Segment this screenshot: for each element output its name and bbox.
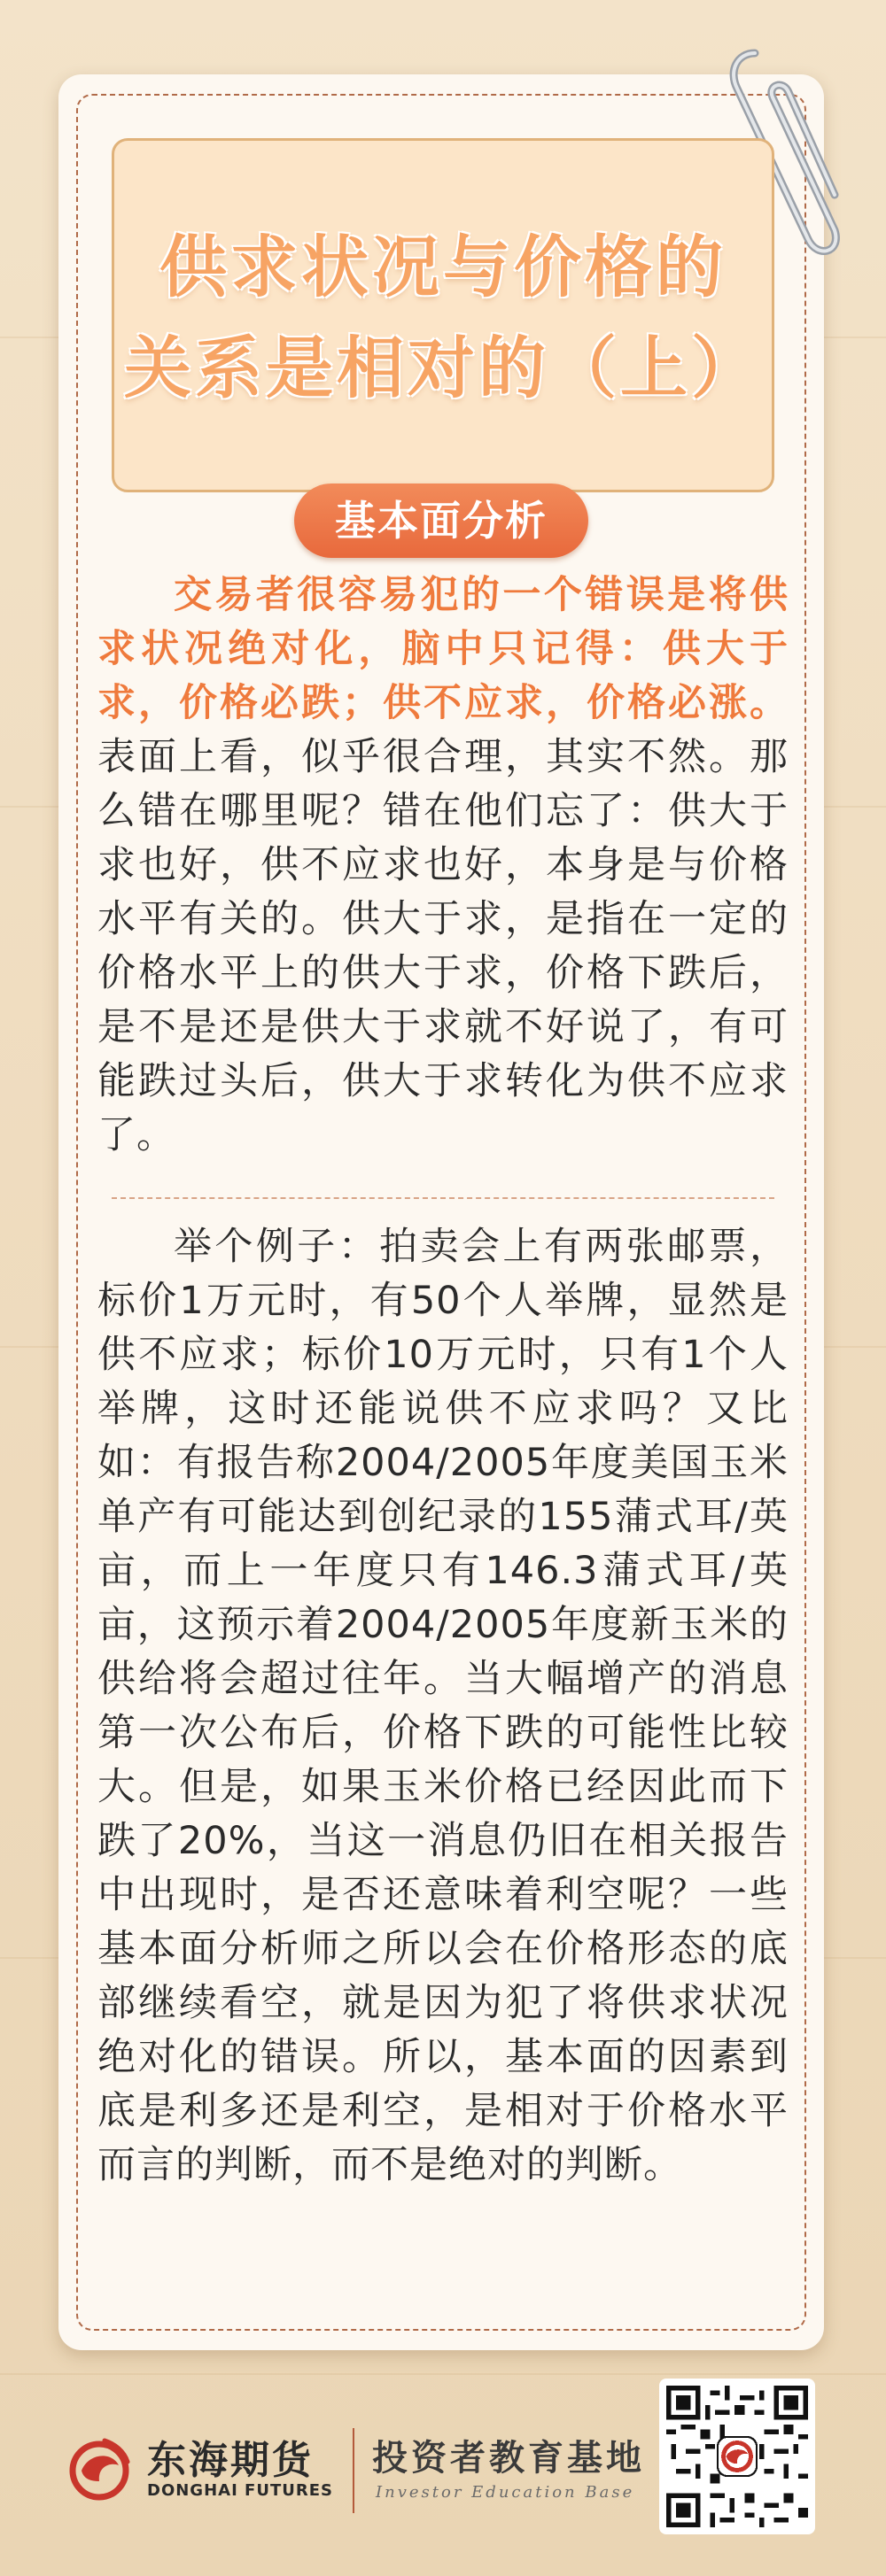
title-line-2: 关系是相对的（上） <box>124 329 762 407</box>
paragraph-1-highlight: 交易者很容易犯的一个错误是将供求状况绝对化，脑中只记得：供大于求，价格必跌；供不应求，价格必涨。 <box>97 573 789 725</box>
paragraph-2-body: 举个例子：拍卖会上有两张邮票，标价1万元时，有50个人举牌，显然是供不应求；标价10万元时，只有1个人举牌，这时还能说供不应求吗？又比如：有报告称2004/2005年度美国玉米单产有可能达到创纪录的155蒲式耳/英亩，而上一年度只有146.3蒲式耳/英亩，这预示着2004/2005年度新玉米的供给将会超过往年。当大幅增产的消息第一次公布后，价格下跌的可能性比较大。但是，如果玉米价格已经因此而下跌了20%，当这一消息仍旧在相关报告中出现时，是否还意味着利空呢？一些基本面分析师之所以会在价格形态的底部继续看空，就是因为犯了将供求状况绝对化的错误。所以，基本面的因素到底是利多还是利空，是相对于价格水平而言的判断，而不是绝对的判断。 <box>97 1225 789 2187</box>
footer-separator <box>353 2428 354 2513</box>
donghai-logo-icon <box>62 2432 136 2506</box>
title-line-1: 供求状况与价格的 <box>159 228 727 306</box>
wood-grain <box>0 2373 886 2375</box>
title-box <box>112 138 774 492</box>
paragraph-1-body: 表面上看，似乎很合理，其实不然。那么错在哪里呢？错在他们忘了：供大于求也好，供不应求也好，本身是与价格水平有关的。供大于求，是指在一定的价格水平上的供大于求，价格下跌后，是不是还是供大于求就不好说了，有可能跌过头后，供大于求转化为供不应求了。 <box>97 735 789 1157</box>
category-badge: 基本面分析 <box>294 483 588 558</box>
education-base-en: Investor Education Base <box>376 2483 635 2502</box>
logo-name-en: DONGHAI FUTURES <box>147 2481 333 2500</box>
paragraph-divider <box>112 1197 774 1199</box>
qr-code-icon <box>666 2386 808 2527</box>
donghai-logo <box>62 2425 399 2522</box>
qr-code[interactable] <box>659 2379 815 2534</box>
logo-name-cn: 东海期货 <box>147 2438 314 2483</box>
paragraph-2 <box>97 1220 789 2193</box>
education-base-cn: 投资者教育基地 <box>372 2438 645 2479</box>
paragraph-1 <box>97 569 789 1163</box>
